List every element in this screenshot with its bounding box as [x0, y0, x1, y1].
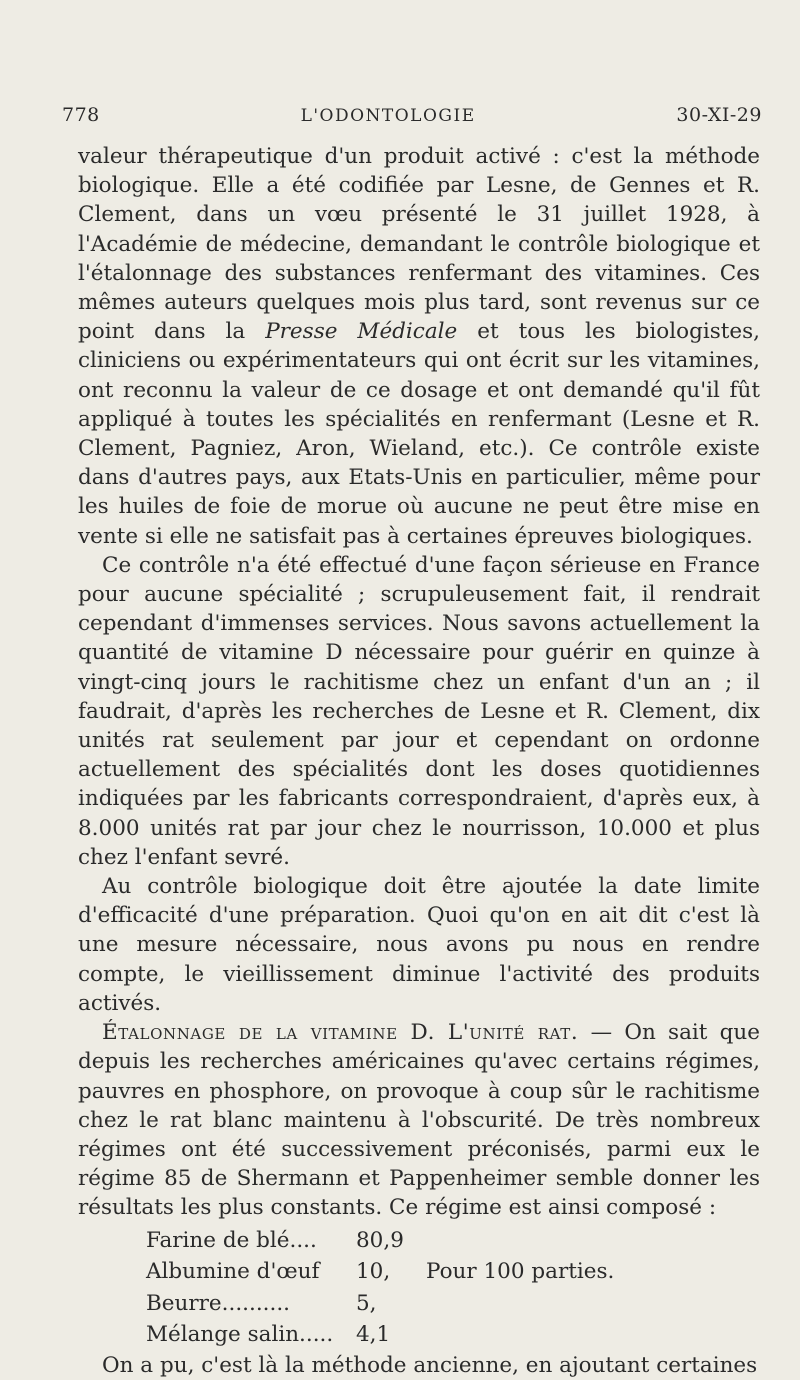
recipe-item: Farine de blé.... — [146, 1227, 317, 1253]
journal-reference: Presse Médicale — [265, 319, 458, 345]
recipe-item: Albumine d'œuf — [146, 1259, 320, 1285]
recipe-item: Beurre.......... — [146, 1290, 290, 1316]
recipe-note: Pour 100 parties. — [426, 1259, 615, 1285]
recipe-value: 80,9 — [356, 1227, 404, 1253]
recipe-item: Mélange salin..... — [146, 1322, 334, 1348]
page-number: 778 — [62, 104, 100, 126]
paragraph-3: Au contrôle biologique doit être ajoutée la date limite d'efficacité d'une préparation. Quoi qu'on en ait dit c'est là une mesure nécessaire, nous avons pu nous en rendre compte, le vieillissement diminue l'activité des produits activés. — [78, 874, 760, 1016]
paragraph-1 — [78, 142, 760, 551]
paragraph-1-text: valeur thérapeutique d'un produit activé : c'est la méthode biologique. Elle a été codifiée par Lesne, de Gennes et R. Clement, dans un vœu présenté le 31 juillet 1928, à l'Académie de médecine, demandant le contrôle biologique et l'étalonnage des substances renfermant des vitamines. Ces mêmes auteurs quelques mois plus tard, sont revenus sur ce point dans la — [78, 144, 760, 345]
paragraph-4 — [78, 1018, 760, 1222]
body-text — [78, 142, 760, 1380]
paragraph-4-text: — On sait que depuis les recherches américaines qu'avec certains régimes, pauvres en phosphore, on provoque à coup sûr le rachitisme chez le rat blanc maintenu à l'obscurité. De très nombreux régimes ont été successivement préconisés, parmi eux le régime 85 de Shermann et Pappenheimer semble donner les résultats les plus constants. Ce régime est ainsi composé : — [78, 1020, 760, 1221]
recipe-value: 4,1 — [356, 1322, 391, 1348]
recipe-value: 10, — [356, 1259, 391, 1285]
paragraph-5: On a pu, c'est là la méthode ancienne, en ajoutant certaines — [102, 1352, 758, 1378]
paragraph-2: Ce contrôle n'a été effectué d'une façon sérieuse en France pour aucune spécialité ; scrupuleusement fait, il rendrait cependant d'immenses services. Nous savons actuellement la quantité de vitamine D nécessaire pour guérir en quinze à vingt-cinq jours le rachitisme chez un enfant d'un an ; il faudrait, d'après les recherches de Lesne et R. Clement, dix unités rat seulement par jour et cependant on ordonne actuellement des spécialités dont les doses quotidiennes indiquées par les fabricants correspondraient, d'après eux, à 8.000 unités rat par jour chez le nourrisson, 10.000 et plus chez l'enfant sevré. — [78, 552, 760, 870]
journal-title: L'ODONTOLOGIE — [300, 106, 476, 126]
recipe-value: 5, — [356, 1290, 377, 1316]
paragraph-1-rest: et tous les biologistes, cliniciens ou expérimentateurs qui ont écrit sur les vitamines, ont reconnu la valeur de ce dosage et ont demandé qu'il fût appliqué à toutes les spécialités en renfermant (Lesne et R. Clement, Pagniez, Aron, Wieland, etc.). Ce contrôle existe dans d'autres pays, aux Etats-Unis en particulier, même pour les huiles de foie de morue où aucune ne peut être mise en vente si elle ne satisfait pas à certaines épreuves biologiques. — [78, 319, 760, 549]
diet-composition-table — [146, 1225, 760, 1351]
issue-date: 30-XI-29 — [676, 104, 762, 126]
running-header — [62, 104, 762, 126]
section-heading: Étalonnage de la vitamine D. L'unité rat. — [102, 1020, 579, 1046]
